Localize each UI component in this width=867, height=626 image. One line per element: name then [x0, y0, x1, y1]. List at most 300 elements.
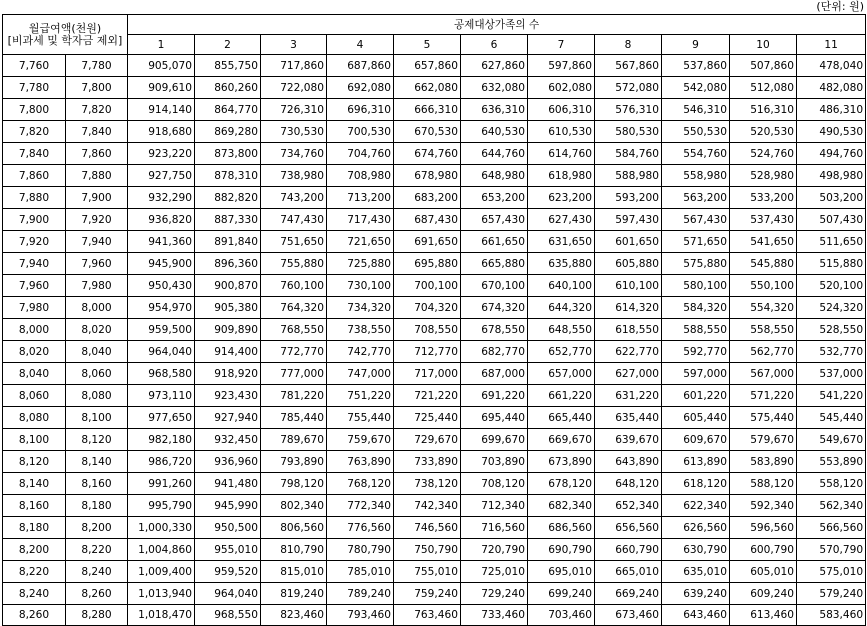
tax-amount-cell: 932,450: [195, 429, 261, 451]
tax-amount-cell: 588,120: [730, 473, 797, 495]
tax-amount-cell: 609,670: [662, 429, 730, 451]
tax-amount-cell: 729,670: [394, 429, 461, 451]
tax-amount-cell: 789,670: [261, 429, 327, 451]
tax-amount-cell: 640,530: [461, 121, 528, 143]
tax-amount-cell: 584,760: [595, 143, 662, 165]
tax-amount-cell: 819,240: [261, 583, 327, 605]
family-count-8: 8: [595, 35, 662, 55]
tax-amount-cell: 746,560: [394, 517, 461, 539]
tax-amount-cell: 661,220: [528, 385, 595, 407]
tax-amount-cell: 742,340: [394, 495, 461, 517]
tax-amount-cell: 708,120: [461, 473, 528, 495]
tax-amount-cell: 810,790: [261, 539, 327, 561]
tax-amount-cell: 656,560: [595, 517, 662, 539]
tax-amount-cell: 665,440: [528, 407, 595, 429]
tax-amount-cell: 613,460: [730, 605, 797, 626]
tax-amount-cell: 760,100: [261, 275, 327, 297]
tax-amount-cell: 579,670: [730, 429, 797, 451]
tax-amount-cell: 873,800: [195, 143, 261, 165]
tax-amount-cell: 878,310: [195, 165, 261, 187]
table-row: [3, 517, 866, 539]
tax-amount-cell: 550,530: [662, 121, 730, 143]
wage-from-cell: 8,240: [3, 583, 66, 605]
tax-amount-cell: 632,080: [461, 77, 528, 99]
tax-amount-cell: 725,010: [461, 561, 528, 583]
tax-amount-cell: 576,310: [595, 99, 662, 121]
tax-amount-cell: 674,760: [394, 143, 461, 165]
tax-amount-cell: 900,870: [195, 275, 261, 297]
tax-amount-cell: 571,220: [730, 385, 797, 407]
tax-amount-cell: 918,920: [195, 363, 261, 385]
tax-amount-cell: 512,080: [730, 77, 797, 99]
tax-amount-cell: 678,120: [528, 473, 595, 495]
tax-amount-cell: 643,460: [662, 605, 730, 626]
tax-amount-cell: 618,980: [528, 165, 595, 187]
wage-from-cell: 7,900: [3, 209, 66, 231]
tax-amount-cell: 945,990: [195, 495, 261, 517]
tax-amount-cell: 1,013,940: [128, 583, 195, 605]
tax-amount-cell: 503,200: [797, 187, 866, 209]
tax-amount-cell: 730,530: [261, 121, 327, 143]
tax-amount-cell: 700,530: [327, 121, 394, 143]
tax-amount-cell: 772,770: [261, 341, 327, 363]
tax-amount-cell: 579,240: [797, 583, 866, 605]
tax-amount-cell: 605,440: [662, 407, 730, 429]
tax-amount-cell: 751,650: [261, 231, 327, 253]
tax-amount-cell: 712,770: [394, 341, 461, 363]
tax-amount-cell: 725,440: [394, 407, 461, 429]
wage-to-cell: 8,260: [66, 583, 128, 605]
wage-from-cell: 7,780: [3, 77, 66, 99]
tax-amount-cell: 558,120: [797, 473, 866, 495]
tax-amount-cell: 763,890: [327, 451, 394, 473]
family-count-row: [3, 35, 866, 55]
wage-from-cell: 7,760: [3, 55, 66, 77]
tax-amount-cell: 528,980: [730, 165, 797, 187]
tax-amount-cell: 823,460: [261, 605, 327, 626]
wage-from-cell: 8,120: [3, 451, 66, 473]
wage-from-cell: 7,820: [3, 121, 66, 143]
tax-amount-cell: 562,770: [730, 341, 797, 363]
table-row: [3, 319, 866, 341]
wage-to-cell: 7,800: [66, 77, 128, 99]
tax-amount-cell: 738,980: [261, 165, 327, 187]
tax-amount-cell: 605,880: [595, 253, 662, 275]
tax-amount-cell: 973,110: [128, 385, 195, 407]
table-row: [3, 231, 866, 253]
tax-amount-cell: 618,120: [662, 473, 730, 495]
table-row: [3, 473, 866, 495]
tax-amount-cell: 610,530: [528, 121, 595, 143]
tax-amount-cell: 546,310: [662, 99, 730, 121]
tax-amount-cell: 776,560: [327, 517, 394, 539]
family-count-6: 6: [461, 35, 528, 55]
family-count-7: 7: [528, 35, 595, 55]
tax-amount-cell: 545,880: [730, 253, 797, 275]
tax-amount-cell: 669,670: [528, 429, 595, 451]
tax-amount-cell: 648,120: [595, 473, 662, 495]
wage-to-cell: 8,040: [66, 341, 128, 363]
tax-amount-cell: 721,220: [394, 385, 461, 407]
wage-range-title: 월급여액(천원): [28, 21, 102, 35]
tax-amount-cell: 751,220: [327, 385, 394, 407]
wage-to-cell: 7,780: [66, 55, 128, 77]
tax-amount-cell: 995,790: [128, 495, 195, 517]
tax-amount-cell: 691,220: [461, 385, 528, 407]
tax-amount-cell: 554,760: [662, 143, 730, 165]
tax-amount-cell: 968,580: [128, 363, 195, 385]
table-row: [3, 407, 866, 429]
tax-amount-cell: 542,080: [662, 77, 730, 99]
tax-amount-cell: 566,560: [797, 517, 866, 539]
table-row: [3, 297, 866, 319]
tax-amount-cell: 490,530: [797, 121, 866, 143]
wage-from-cell: 7,800: [3, 99, 66, 121]
tax-amount-cell: 959,520: [195, 561, 261, 583]
tax-amount-cell: 524,760: [730, 143, 797, 165]
wage-from-cell: 8,060: [3, 385, 66, 407]
tax-amount-cell: 592,770: [662, 341, 730, 363]
tax-amount-cell: 678,550: [461, 319, 528, 341]
tax-amount-cell: 914,140: [128, 99, 195, 121]
tax-amount-cell: 687,000: [461, 363, 528, 385]
tax-amount-cell: 768,550: [261, 319, 327, 341]
tax-amount-cell: 537,860: [662, 55, 730, 77]
tax-amount-cell: 588,550: [662, 319, 730, 341]
tax-amount-cell: 511,650: [797, 231, 866, 253]
tax-amount-cell: 593,200: [595, 187, 662, 209]
table-row: [3, 363, 866, 385]
table-row: [3, 583, 866, 605]
tax-amount-cell: 905,070: [128, 55, 195, 77]
tax-amount-cell: 653,200: [461, 187, 528, 209]
tax-amount-cell: 541,650: [730, 231, 797, 253]
tax-amount-cell: 627,430: [528, 209, 595, 231]
tax-amount-cell: 703,890: [461, 451, 528, 473]
table-row: [3, 209, 866, 231]
tax-amount-cell: 747,430: [261, 209, 327, 231]
wage-from-cell: 8,000: [3, 319, 66, 341]
tax-amount-cell: 747,000: [327, 363, 394, 385]
table-row: [3, 605, 866, 626]
table-row: [3, 143, 866, 165]
tax-amount-cell: 742,770: [327, 341, 394, 363]
tax-amount-cell: 905,380: [195, 297, 261, 319]
tax-amount-cell: 507,430: [797, 209, 866, 231]
tax-amount-cell: 562,340: [797, 495, 866, 517]
family-count-9: 9: [662, 35, 730, 55]
tax-amount-cell: 640,100: [528, 275, 595, 297]
tax-amount-cell: 567,000: [730, 363, 797, 385]
tax-amount-cell: 1,000,330: [128, 517, 195, 539]
tax-amount-cell: 726,310: [261, 99, 327, 121]
tax-amount-cell: 600,790: [730, 539, 797, 561]
tax-amount-cell: 644,760: [461, 143, 528, 165]
tax-amount-cell: 687,430: [394, 209, 461, 231]
tax-amount-cell: 864,770: [195, 99, 261, 121]
wage-range-subtitle: [비과세 및 학자금 제외]: [7, 33, 123, 47]
tax-amount-cell: 515,880: [797, 253, 866, 275]
tax-amount-cell: 690,790: [528, 539, 595, 561]
tax-amount-cell: 665,010: [595, 561, 662, 583]
tax-amount-cell: 692,080: [327, 77, 394, 99]
tax-amount-cell: 686,560: [528, 517, 595, 539]
tax-amount-cell: 652,770: [528, 341, 595, 363]
tax-amount-cell: 1,009,400: [128, 561, 195, 583]
wage-from-cell: 8,100: [3, 429, 66, 451]
tax-amount-cell: 636,310: [461, 99, 528, 121]
table-row: [3, 495, 866, 517]
wage-to-cell: 8,180: [66, 495, 128, 517]
tax-amount-cell: 699,670: [461, 429, 528, 451]
wage-from-cell: 8,180: [3, 517, 66, 539]
tax-amount-cell: 662,080: [394, 77, 461, 99]
tax-amount-cell: 945,900: [128, 253, 195, 275]
tax-amount-cell: 936,960: [195, 451, 261, 473]
tax-amount-cell: 614,320: [595, 297, 662, 319]
tax-amount-cell: 712,340: [461, 495, 528, 517]
tax-amount-cell: 516,310: [730, 99, 797, 121]
tax-amount-cell: 639,240: [662, 583, 730, 605]
wage-from-cell: 7,920: [3, 231, 66, 253]
wage-from-cell: 7,840: [3, 143, 66, 165]
tax-amount-cell: 687,860: [327, 55, 394, 77]
tax-amount-cell: 750,790: [394, 539, 461, 561]
tax-amount-cell: 789,240: [327, 583, 394, 605]
wage-from-cell: 7,880: [3, 187, 66, 209]
tax-amount-cell: 486,310: [797, 99, 866, 121]
tax-amount-cell: 588,980: [595, 165, 662, 187]
tax-amount-cell: 674,320: [461, 297, 528, 319]
table-row: [3, 275, 866, 297]
tax-amount-cell: 941,360: [128, 231, 195, 253]
tax-amount-cell: 704,320: [394, 297, 461, 319]
wage-from-cell: 7,940: [3, 253, 66, 275]
tax-amount-cell: 927,940: [195, 407, 261, 429]
tax-amount-cell: 959,500: [128, 319, 195, 341]
table-row: [3, 99, 866, 121]
tax-amount-cell: 1,004,860: [128, 539, 195, 561]
tax-amount-cell: 896,360: [195, 253, 261, 275]
tax-amount-cell: 643,890: [595, 451, 662, 473]
wage-to-cell: 8,240: [66, 561, 128, 583]
tax-amount-cell: 695,880: [394, 253, 461, 275]
tax-amount-cell: 567,860: [595, 55, 662, 77]
tax-amount-cell: 583,460: [797, 605, 866, 626]
tax-amount-cell: 627,000: [595, 363, 662, 385]
tax-amount-cell: 914,400: [195, 341, 261, 363]
tax-amount-cell: 733,890: [394, 451, 461, 473]
tax-amount-cell: 652,340: [595, 495, 662, 517]
wage-to-cell: 7,880: [66, 165, 128, 187]
wage-to-cell: 7,840: [66, 121, 128, 143]
tax-amount-cell: 575,440: [730, 407, 797, 429]
tax-amount-cell: 592,340: [730, 495, 797, 517]
tax-amount-cell: 570,790: [797, 539, 866, 561]
wage-from-cell: 8,260: [3, 605, 66, 626]
tax-amount-cell: 721,650: [327, 231, 394, 253]
tax-amount-cell: 855,750: [195, 55, 261, 77]
tax-amount-cell: 738,550: [327, 319, 394, 341]
tax-amount-cell: 716,560: [461, 517, 528, 539]
table-row: [3, 77, 866, 99]
wage-to-cell: 8,100: [66, 407, 128, 429]
tax-amount-cell: 596,560: [730, 517, 797, 539]
tax-amount-cell: 785,440: [261, 407, 327, 429]
wage-to-cell: 7,900: [66, 187, 128, 209]
tax-amount-cell: 630,790: [662, 539, 730, 561]
wage-to-cell: 7,940: [66, 231, 128, 253]
table-row: [3, 451, 866, 473]
wage-to-cell: 8,200: [66, 517, 128, 539]
tax-amount-cell: 597,860: [528, 55, 595, 77]
table-row: [3, 561, 866, 583]
tax-amount-cell: 699,240: [528, 583, 595, 605]
tax-amount-cell: 955,010: [195, 539, 261, 561]
family-count-2: 2: [195, 35, 261, 55]
family-count-4: 4: [327, 35, 394, 55]
tax-amount-cell: 923,430: [195, 385, 261, 407]
tax-amount-cell: 717,860: [261, 55, 327, 77]
tax-amount-cell: 936,820: [128, 209, 195, 231]
tax-amount-cell: 887,330: [195, 209, 261, 231]
table-row: [3, 121, 866, 143]
tax-amount-cell: 869,280: [195, 121, 261, 143]
family-count-3: 3: [261, 35, 327, 55]
tax-amount-cell: 781,220: [261, 385, 327, 407]
wage-from-cell: 8,220: [3, 561, 66, 583]
tax-amount-cell: 520,530: [730, 121, 797, 143]
tax-amount-cell: 533,200: [730, 187, 797, 209]
tax-amount-cell: 660,790: [595, 539, 662, 561]
tax-amount-cell: 734,320: [327, 297, 394, 319]
wage-from-cell: 8,140: [3, 473, 66, 495]
tax-amount-cell: 609,240: [730, 583, 797, 605]
tax-amount-cell: 498,980: [797, 165, 866, 187]
tax-amount-cell: 708,550: [394, 319, 461, 341]
tax-table-body: [3, 55, 866, 626]
tax-amount-cell: 717,430: [327, 209, 394, 231]
tax-amount-cell: 964,040: [128, 341, 195, 363]
tax-amount-cell: 583,890: [730, 451, 797, 473]
tax-amount-cell: 695,440: [461, 407, 528, 429]
tax-amount-cell: 683,200: [394, 187, 461, 209]
tax-amount-cell: 575,880: [662, 253, 730, 275]
tax-amount-cell: 700,100: [394, 275, 461, 297]
tax-amount-cell: 1,018,470: [128, 605, 195, 626]
tax-amount-cell: 806,560: [261, 517, 327, 539]
tax-amount-cell: 968,550: [195, 605, 261, 626]
tax-amount-cell: 550,100: [730, 275, 797, 297]
tax-amount-cell: 802,340: [261, 495, 327, 517]
tax-amount-cell: 991,260: [128, 473, 195, 495]
tax-amount-cell: 575,010: [797, 561, 866, 583]
tax-amount-cell: 631,220: [595, 385, 662, 407]
tax-amount-cell: 622,770: [595, 341, 662, 363]
tax-amount-cell: 626,560: [662, 517, 730, 539]
tax-amount-cell: 584,320: [662, 297, 730, 319]
tax-amount-cell: 657,000: [528, 363, 595, 385]
tax-amount-cell: 670,100: [461, 275, 528, 297]
wage-from-cell: 7,960: [3, 275, 66, 297]
tax-amount-cell: 932,290: [128, 187, 195, 209]
wage-to-cell: 8,020: [66, 319, 128, 341]
tax-amount-cell: 768,120: [327, 473, 394, 495]
tax-amount-cell: 571,650: [662, 231, 730, 253]
tax-amount-cell: 695,010: [528, 561, 595, 583]
tax-amount-cell: 580,100: [662, 275, 730, 297]
family-count-1: 1: [128, 35, 195, 55]
tax-amount-cell: 537,430: [730, 209, 797, 231]
wage-to-cell: 8,220: [66, 539, 128, 561]
table-row: [3, 539, 866, 561]
table-row: [3, 55, 866, 77]
tax-amount-cell: 691,650: [394, 231, 461, 253]
tax-amount-cell: 563,200: [662, 187, 730, 209]
tax-amount-cell: 704,760: [327, 143, 394, 165]
tax-amount-cell: 755,880: [261, 253, 327, 275]
tax-amount-cell: 733,460: [461, 605, 528, 626]
tax-amount-cell: 549,670: [797, 429, 866, 451]
tax-amount-cell: 541,220: [797, 385, 866, 407]
tax-amount-cell: 648,550: [528, 319, 595, 341]
tax-amount-cell: 682,770: [461, 341, 528, 363]
tax-amount-cell: 798,120: [261, 473, 327, 495]
tax-amount-cell: 964,040: [195, 583, 261, 605]
tax-amount-cell: 730,100: [327, 275, 394, 297]
tax-amount-cell: 918,680: [128, 121, 195, 143]
family-count-11: 11: [797, 35, 866, 55]
tax-amount-cell: 606,310: [528, 99, 595, 121]
tax-amount-cell: 882,820: [195, 187, 261, 209]
tax-amount-cell: 755,440: [327, 407, 394, 429]
tax-amount-cell: 635,880: [528, 253, 595, 275]
wage-to-cell: 8,160: [66, 473, 128, 495]
tax-amount-cell: 597,000: [662, 363, 730, 385]
tax-amount-cell: 734,760: [261, 143, 327, 165]
wage-to-cell: 7,820: [66, 99, 128, 121]
tax-amount-cell: 729,240: [461, 583, 528, 605]
wage-to-cell: 7,920: [66, 209, 128, 231]
tax-amount-cell: 763,460: [394, 605, 461, 626]
tax-amount-cell: 605,010: [730, 561, 797, 583]
tax-amount-cell: 941,480: [195, 473, 261, 495]
withholding-tax-table: [2, 14, 866, 626]
wage-range-header: [3, 15, 128, 55]
tax-amount-cell: 657,430: [461, 209, 528, 231]
tax-amount-cell: 601,220: [662, 385, 730, 407]
tax-amount-cell: 708,980: [327, 165, 394, 187]
tax-amount-cell: 618,550: [595, 319, 662, 341]
tax-amount-cell: 602,080: [528, 77, 595, 99]
tax-amount-cell: 482,080: [797, 77, 866, 99]
tax-amount-cell: 950,500: [195, 517, 261, 539]
tax-amount-cell: 678,980: [394, 165, 461, 187]
tax-amount-cell: 494,760: [797, 143, 866, 165]
wage-from-cell: 7,860: [3, 165, 66, 187]
wage-to-cell: 7,960: [66, 253, 128, 275]
tax-amount-cell: 648,980: [461, 165, 528, 187]
tax-amount-cell: 764,320: [261, 297, 327, 319]
tax-amount-cell: 923,220: [128, 143, 195, 165]
tax-amount-cell: 478,040: [797, 55, 866, 77]
tax-amount-cell: 639,670: [595, 429, 662, 451]
tax-amount-cell: 524,320: [797, 297, 866, 319]
tax-amount-cell: 682,340: [528, 495, 595, 517]
family-count-5: 5: [394, 35, 461, 55]
table-row: [3, 385, 866, 407]
tax-amount-cell: 793,890: [261, 451, 327, 473]
